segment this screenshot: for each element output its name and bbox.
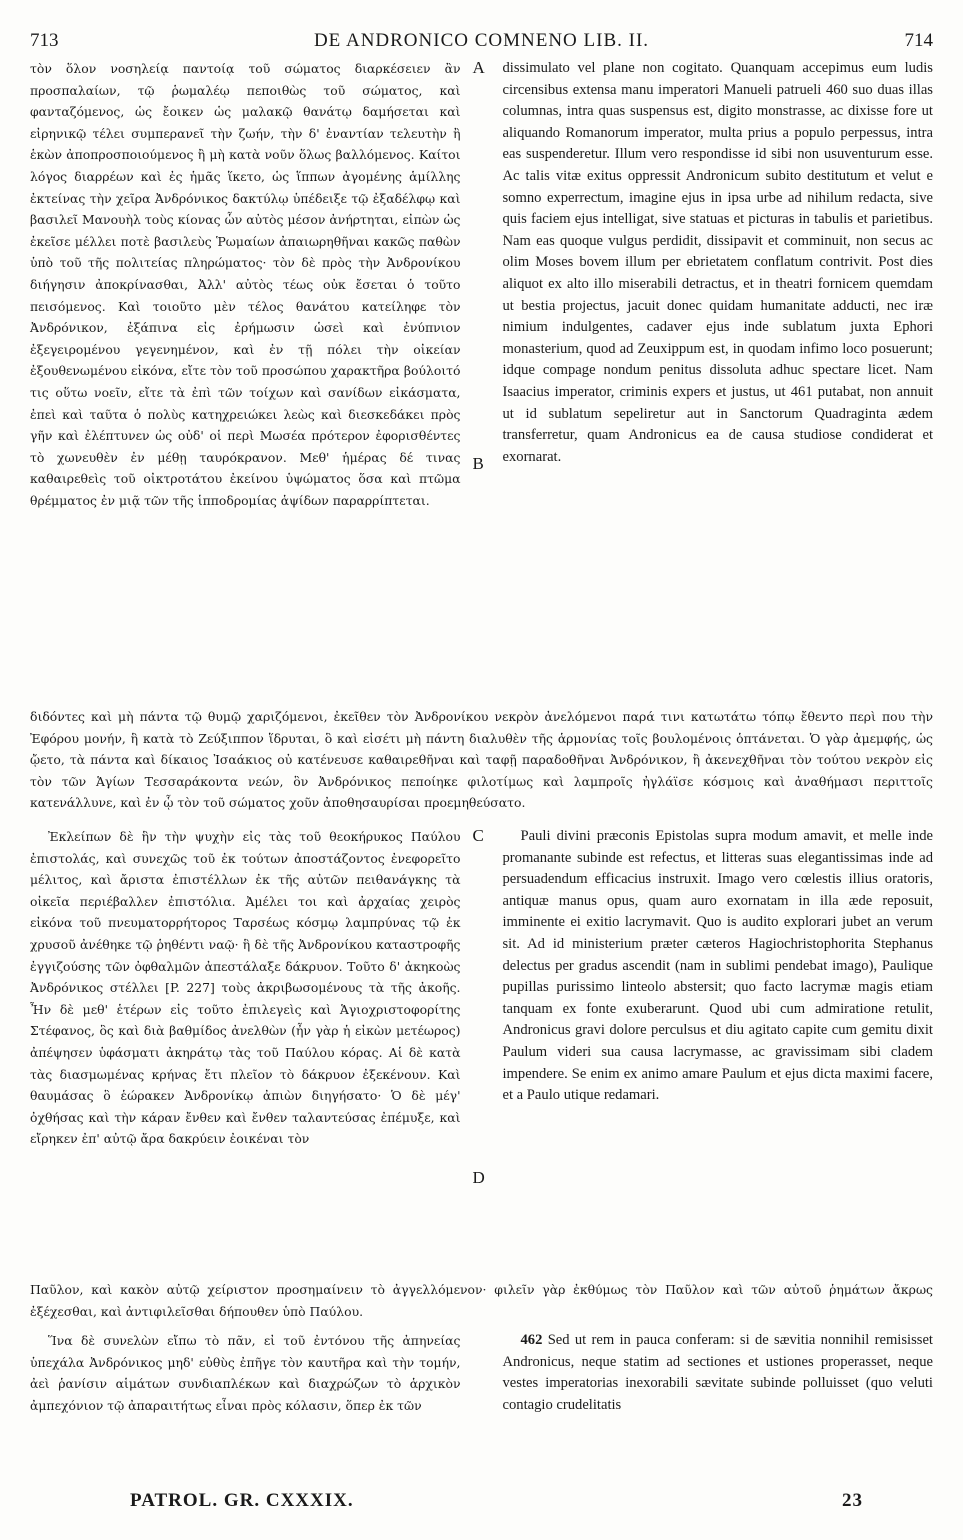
marker-b: B (472, 454, 484, 473)
greek-column-1 (30, 58, 461, 706)
latin-paragraph-3 (503, 1330, 934, 1416)
margin-markers-1 (473, 58, 491, 706)
margin-markers-2 (473, 826, 491, 1279)
signature-number: 23 (842, 1490, 863, 1511)
latin-text-3: Sed ut rem in pauca conferam: si de sævitia nonnihil remisisset Andronicus, neque statim ad sectiones et ustiones properasset, neque vestes imperatorias inexorabili sævitate subinde polluisset (quo veluti contagio crudelitatis (502, 1332, 933, 1413)
greek-column-3 (30, 1330, 461, 1416)
page-number-right: 714 (904, 30, 933, 51)
patrology-reference: PATROL. GR. CXXXIX. (130, 1490, 354, 1511)
section-2 (30, 826, 933, 1279)
latin-column-2 (503, 826, 934, 1279)
section-3 (30, 1330, 933, 1416)
page-number-left: 713 (30, 30, 59, 51)
running-title: DE ANDRONICO COMNENO LIB. II. (313, 30, 650, 51)
full-greek-text-2: Παῦλον, καὶ κακὸν αὐτῷ χείριστον προσημαίνειν τὸ ἀγγελλόμενον· φιλεῖν γὰρ ἐκθύμως τὸν Παῦλον καὶ τῶν αὐτοῦ ῥημάτων ἄκρως ἐξέχεσθαι, καὶ ἀντιφιλεῖσθαι δήπουθεν ὑπὸ Παύλου. (30, 1281, 933, 1319)
margin-gutter-3 (473, 1330, 491, 1416)
full-greek-text-1: διδόντες καὶ μὴ πάντα τῷ θυμῷ χαριζόμενοι, ἐκεῖθεν τὸν Ἀνδρονίκου νεκρὸν ἀνελόμενοι παρά τινι κατωτάτω τόπῳ ἔθεντο περὶ που τὴν Ἐφόρου μονήν, ἣ κατὰ τὸ Ζεύξιππον ἵδρυται, ὃ καὶ εἰσέτι μὴ πάντη διαλυθὲν τῆς ἁρμονίας τοῖς βουλομένοις ὁπτάνεται. Ὁ γὰρ ἀμεμφής, ὡς ᾤετο, τὰ πάντα καὶ δίκαιος Ἰσαάκιος οὐ κατένευσε καθαιρεθῆναι καὶ ταφῇ παραδοθῆναι Ἀνδρόνικον, ἢ ἀκενεχθῆναι τὸν τούτου νεκρὸν εἰς τὸν τῶν Ἁγίων Τεσσαράκοντα νεών, ὃν Ἀνδρόνικος πεποίηκε φιλοτίμως καὶ λαμπροῖς ἠγλάϊσε κόσμοις καὶ ἀναθήμασι περιττοῖς κατενάλλυνε, καὶ ἐν ᾧ τὸν τοῦ σώματος χοῦν ἀποθησαυρίσαι προεμηθεύσατο. (30, 709, 933, 811)
marker-a: A (472, 58, 485, 77)
marker-c: C (472, 825, 484, 845)
latin-column-1 (503, 58, 934, 706)
section-1 (30, 58, 933, 706)
full-width-greek-2 (30, 1279, 933, 1322)
latin-text-1: dissimulato vel plane non cogitato. Quanquam accepimus eum ludis circensibus extensa manu imperatori Manueli patrueli 460 suo duas illas columnas, intra quas suspensus est, digito monstrasse, ac dixisse fore ut aliquando Romanorum imperator, multa prius a populo perpessus, intra eas suspenderetur. Illum vero respondisse id sibi non usuventurum esse. Ac talis vitæ exitus oppressit Andronicum subito destitutum et velut e somno experrectum, imagine ejus in ipsa urbe ad nihilum redacta, sive quis faciem ejus intelligat, sive statuas et picturas in tabulis et parietibus. Nam eas quoque vulgus perdidit, dissipavit et comminuit, non secus ac olim Moses bovem illum per ebrietatem conflatum contrivit. Post dies aliquot ex alto illo miserabili detractus, et in theatri fornicem quemdam ut bestia projectus, jacuit donec quidam humanitate adducti, nec iræ nimium indulgentes, cadaver ejus inde sublatum juxta Ephori monasterium, quod ad Zeuxippum est, in quodam infimo loco posuerunt; idque compage nondum penitus dissoluta adhuc spectare licet. Nam Isaacius imperator, criminis expers et justus, ut 461 putabat, non annuit ut id sublatum sepeliretur aut in Sanctorum Quadraginta ædem transferretur, quam Andronicus ea de causa studiose condiderat et exornarat. (502, 60, 933, 465)
full-width-greek-1 (30, 706, 933, 814)
greek-column-2 (30, 826, 461, 1279)
greek-text-1: τὸν ὅλον νοσηλείᾳ παντοίᾳ τοῦ σώματος διαρκέσειεν ἂν προσπαλαίων, τῷ ῥωμαλέῳ πεποιθὼς τοῦ σώματος, καὶ φανταζόμενος, ὡς ἔοικεν ὡς μαλακῷ θανάτῳ δαμήσεται καὶ εἰρηνικῷ τέλει συμπερανεῖ τὴν ζωήν, τὴν δ' ἐναντίαν τελευτὴν ἢ ἑκὼν ἀποπροσποιούμενος ἢ μὴ κατὰ νοῦν ὅλως βαλλόμενος. Καίτοι λόγος διαρρέων καὶ ἐς ἡμᾶς ἵκετο, ὡς ἵππων ἀγομένης ἁμίλλης ἐκτείνας τὴν χεῖρα Ἀνδρόνικος δακτύλῳ ὑπέδειξε τῷ ἐξαδέλφῳ καὶ βασιλεῖ Μανουὴλ τοὺς κίονας ὧν αὐτὸς μέσον ἀνήρτηται, εἰπὼν ὡς ἐκεῖσε μέλλει ποτὲ βασιλεὺς Ῥωμαίων ἀπαιωρηθῆναι κακῶς παθὼν ὑπὸ τοῦ τῆς πολιτείας πληρώματος· τὸν δὲ πρὸς τὴν Ἀνδρονίκου διήγησιν ἀποκρίνασθαι, Ἀλλ' αὐτὸς τέως οὐκ ἔσεται ὁ τοῦτο πεισόμενος. Καὶ τοιοῦτο μὲν τέλος θανάτου κατείληφε τὸν Ἀνδρόνικον, ἐξάπινα εἰς ἐρήμωσιν ὡσεὶ καὶ ἐνύπνιον ἐξεγειρομένου γεγενημένον, καὶ ἐν τῇ πόλει τὴν οἰκείαν ἐξουθενωμένου εἰκόνα, εἴτε τὸν τοῦ προσώπου χαρακτῆρα βούλοιτό τις οὕτω νοεῖν, εἴτε τὰ ἐπὶ τῶν τοίχων καὶ σανίδων εἰκάσματα, ἐπεὶ καὶ ταῦτα ὁ πολὺς κατηχρειώκει λεὼς καὶ διεσκεδάκει πρὸς γῆν καὶ ἐλέπτυνεν ὡς οὐδ' οἱ περὶ Μωσέα πρότερον ἐφορισθέντες τὸ χωνευθὲν ἐν μέθῃ ταυρόκρανον. Μεθ' ἡμέρας δέ τινας καθαιρεθεὶς τοῦ οἰκτροτάτου ἐκείνου ὑψώματος ὅσα καὶ πτῶμα θρέμματος ἐν μιᾷ τῶν τῆς ἱπποδρομίας ἁψίδων παραρρίπτεται. (30, 61, 461, 508)
latin-text-2: Pauli divini præconis Epistolas supra modum amavit, et melle inde promanante subinde est refectus, et litteras suas elegantissimas inde ad persuadendum efficacius instruxit. Imago vero cœlestis illius oratoris, antiquæ manus opus, quam auro exornatam in illa æde reposuit, imminente ei exitio lacrymavit. Quo is audito explorari jubet an verum sit. Ad id ministerium præter cæteros Hagiochristophorita Stephanus delectus per gradus ascendit (nam in sublimi pendebat imago), Paulique pupillas purissimo linteolo abstersit; quo facto lacrymæ magis etiam tanquam ex fonte exuberarunt. Quod ubi cum admiratione retulit, Andronicus gravi dolore perculsus et diu agitato capite cum gemitu dixit Paulum videri sua causa lacrymasse, ac gravissimam sibi cladem impendere. Se enim ex animo amare Paulum et ejus dicta maximi facere, et a Paulo utique redamari. (502, 827, 933, 1104)
latin-column-3 (503, 1330, 934, 1416)
marker-d: D (472, 1167, 485, 1187)
page-header (30, 30, 933, 52)
paragraph-number: 462 (520, 1332, 543, 1349)
page-footer (130, 1490, 863, 1512)
greek-text-3: Ἵνα δὲ συνελὼν εἴπω τὸ πᾶν, εἰ τοῦ ἐντόνου τῆς ἀπηνείας ὑπεχάλα Ἀνδρόνικος μηδ' εὐθὺς ἐπῆγε τὸν καυτῆρα καὶ τὴν τομήν, ἀεὶ ῥανίσιν αἱμάτων συνδιαπλέκων καὶ διαχρώζων τὸ ἁρχικὸν ἀμπεχόνιον τῷ ἀπαραιτήτως εἶναι πρὸς κόλασιν, ὅπερ ἐκ τῶν (30, 1333, 461, 1413)
greek-text-2: Ἐκλείπων δὲ ἣν τὴν ψυχὴν εἰς τὰς τοῦ θεοκήρυκος Παύλου ἐπιστολάς, καὶ συνεχῶς τοῦ ἐκ τούτων ἀποστάζοντος ἐνεφορεῖτο μέλιτος, καὶ ἄριστα ἐπιστέλλων ἐκ τῆς αὐτῶν πειθανάγκης τὰ οἰκεῖα περιέβαλλεν ἐπιστόλια. Ἀμέλει τοι καὶ ἀρχαίας χειρὸς εἰκόνα τοῦ πνευματορρήτορος Ταρσέως κόσμῳ λαμπρύνας τῷ ἐκ χρυσοῦ ἀνέθηκε τῷ ῥηθέντι ναῷ· ἣ δὲ τῆς Ἀνδρονίκου καταστροφῆς ἐγγιζούσης τῶν ὀφθαλμῶν ἀπεστάλαξε δάκρυον. Τοῦτο δ' ἀκηκοὼς Ἀνδρόνικος στέλλει [P. 227] τοὺς ἀκριβωσομένους τὰ τῆς ἀκοῆς. Ἦν δὲ μεθ' ἑτέρων εἰς τοῦτο ἐπιλεγεὶς καὶ Ἁγιοχριστοφορίτης Στέφανος, ὃς καὶ διὰ βαθμίδος ἀνελθὼν (ἦν γὰρ ἡ εἰκὼν μετέωρος) ἀπέψησεν ὑφάσματι ἀκηράτῳ τὰς τοῦ Παύλου κόρας. Αἱ δὲ κατὰ τὰς διασμωμένας κρήνας ἔτι πλεῖον τὸ δάκρυον ἐξεκένουν. Καὶ θαυμάσας ὃ ἑώρακεν Ἀνδρονίκῳ ἀπιὼν διηγήσατο· Ὁ δὲ μέγ' ὀχθήσας καὶ τὴν κάραν ἔνθεν καὶ ἔνθεν ταλαντεύσας ἐπέμυξε, καὶ εἴρηκεν ἐπ' αὐτῷ ἄρα δακρύειν ἐοικέναι τὸν (30, 828, 461, 1147)
